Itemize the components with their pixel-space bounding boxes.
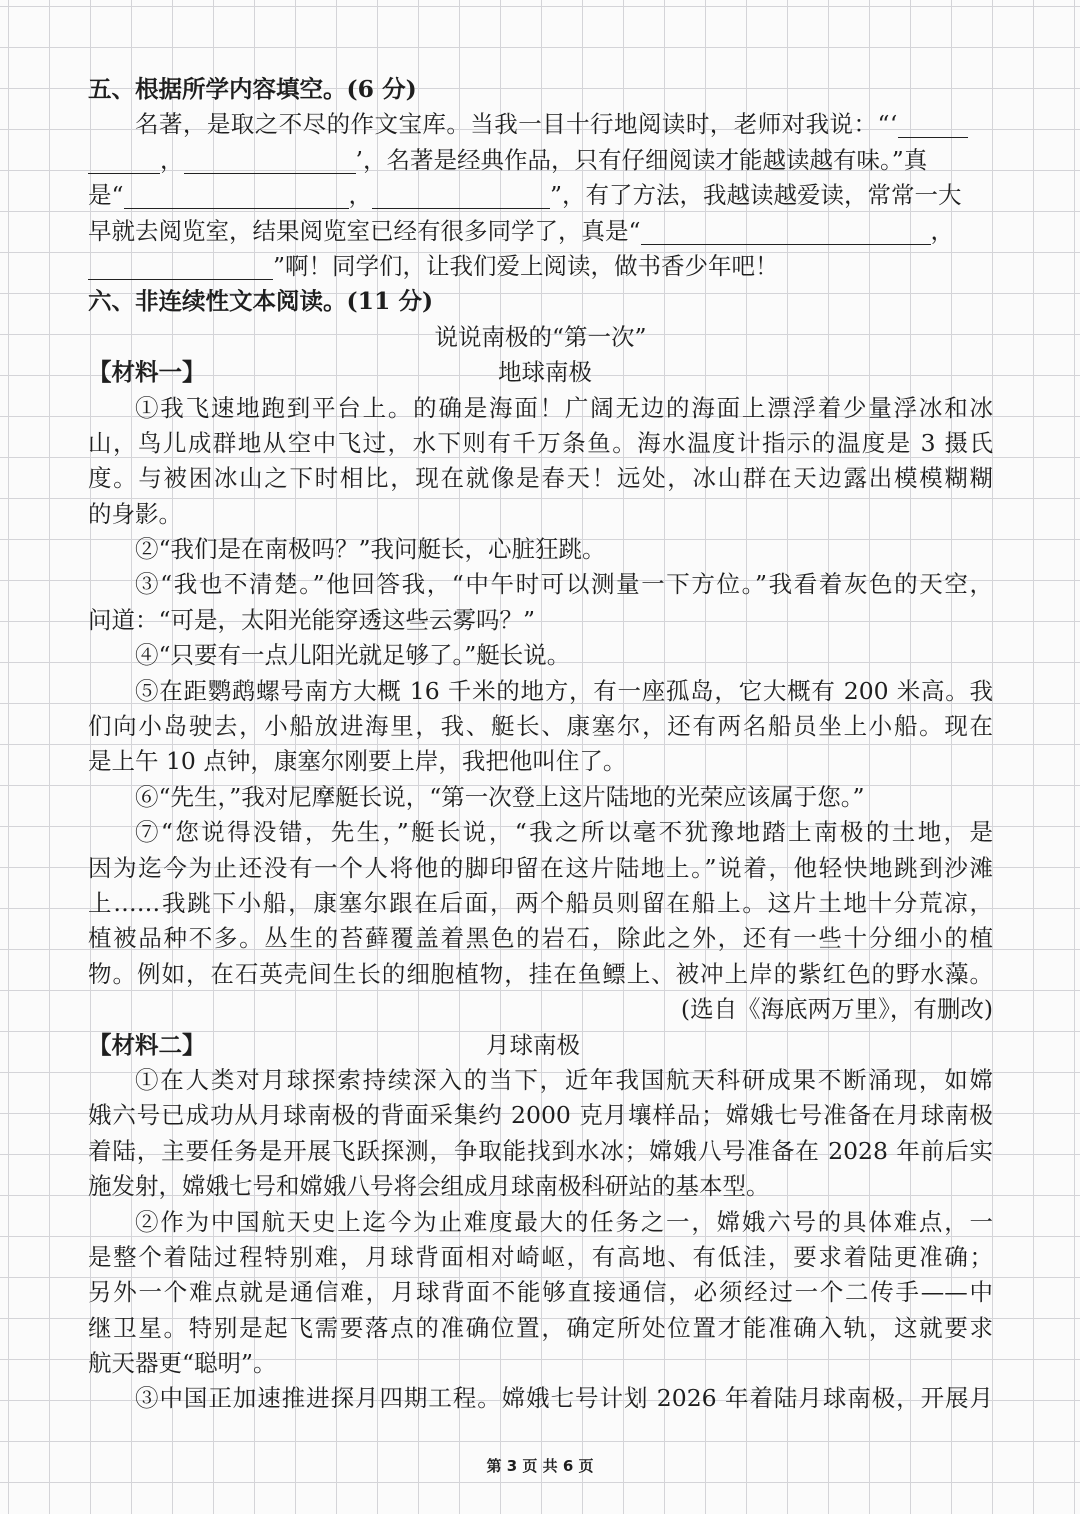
material1-line: 因为迄今为止还没有一个人将他的脚印留在这片陆地上。”说着，他轻快地跳到沙滩 xyxy=(88,853,993,882)
reading-title: 说说南极的“第一次” xyxy=(434,322,647,351)
material1-line: 上……我跳下小船，康塞尔跟在后面，两个船员则留在船上。这片土地十分荒凉， xyxy=(88,888,993,917)
material1-source: (选自《海底两万里》，有删改) xyxy=(680,995,993,1024)
section5-line-3: 是“ ， ”，有了方法，我越读越爱读，常常一大 xyxy=(88,181,962,210)
material1-line: ⑥“先生，”我对尼摩艇长说，“第一次登上这片陆地的光荣应该属于您。” xyxy=(135,782,865,811)
material1-line: 是上午 10 点钟，康塞尔刚要上岸，我把他叫住了。 xyxy=(88,747,627,776)
material2-line: 继卫星。特别是起飞需要落点的准确位置，确定所处位置才能准确入轨，这就要求 xyxy=(88,1313,993,1342)
section6-heading: 六、非连续性文本阅读。(11 分) xyxy=(88,287,434,316)
material1-line: 度。与被困冰山之下时相比，现在就像是春天！远处，冰山群在天边露出模模糊糊 xyxy=(88,464,993,493)
fill-blank-7[interactable] xyxy=(88,255,273,280)
fill-blank-3[interactable] xyxy=(184,149,356,174)
material2-line: ①在人类对月球探索持续深入的当下，近年我国航天科研成果不断涌现，如嫦 xyxy=(135,1065,993,1094)
section5-line-2: ， ’，名著是经典作品，只有仔细阅读才能越读越有味。”真 xyxy=(88,143,993,178)
material1-line: ⑤在距鹦鹉螺号南方大概 16 千米的地方，有一座孤岛，它大概有 200 米高。我 xyxy=(135,676,993,705)
material1-line: ⑦“您说得没错，先生，”艇长说，“我之所以毫不犹豫地踏上南极的土地，是 xyxy=(135,818,993,847)
material1-line: ③“我也不清楚。”他回答我，“中午时可以测量一下方位。”我看着灰色的天空， xyxy=(135,570,993,599)
material1-line: ①我飞速地跑到平台上。的确是海面！广阔无边的海面上漂浮着少量浮冰和冰 xyxy=(135,393,993,422)
material2-line: 施发射，嫦娥七号和嫦娥八号将会组成月球南极科研站的基本型。 xyxy=(88,1172,770,1201)
fill-blank-2[interactable] xyxy=(88,149,160,174)
material2-line: 娥六号已成功从月球南极的背面采集约 2000 克月壤样品；嫦娥七号准备在月球南极 xyxy=(88,1101,993,1130)
fill-blank-6[interactable] xyxy=(641,220,931,245)
material2-line: ②作为中国航天史上迄今为止难度最大的任务之一，嫦娥六号的具体难点，一 xyxy=(135,1207,993,1236)
material2-line: 航天器更“聪明”。 xyxy=(88,1349,277,1378)
exam-page xyxy=(88,72,993,1417)
material2-header xyxy=(88,1028,993,1063)
material1-line: 们向小岛驶去，小船放进海里，我、艇长、康塞尔，还有两名船员坐上小船。现在 xyxy=(88,712,993,741)
material2-line: 着陆，主要任务是开展飞跃探测，争取能找到水冰；嫦娥八号准备在 2028 年前后实 xyxy=(88,1136,993,1165)
section5-line-1: 名著，是取之不尽的作文宝库。当我一目十行地阅读时，老师对我说：“‘ xyxy=(88,107,993,142)
material1-line: 植被品种不多。丛生的苔藓覆盖着黑色的岩石，除此之外，还有一些十分细小的植 xyxy=(88,924,993,953)
fill-blank-5[interactable] xyxy=(372,184,550,209)
material1-header xyxy=(88,355,993,390)
material1-line: ②“我们是在南极吗？”我问艇长，心脏狂跳。 xyxy=(135,535,606,564)
material2-line: ③中国正加速推进探月四期工程。嫦娥七号计划 2026 年着陆月球南极，开展月 xyxy=(135,1384,993,1413)
page-footer: 第 3 页 共 6 页 xyxy=(486,1457,594,1475)
section5-line-5: ”啊！同学们，让我们爱上阅读，做书香少年吧！ xyxy=(88,249,993,284)
material1-line: 物。例如，在石英壳间生长的细胞植物，挂在鱼鳔上、被冲上岸的紫红色的野水藻。 xyxy=(88,959,993,988)
section5-heading: 五、根据所学内容填空。(6 分) xyxy=(88,75,417,103)
section5-line-4: 早就去阅览室，结果阅览室已经有很多同学了，真是“ ， xyxy=(88,216,955,245)
material2-line: 另外一个难点就是通信难，月球背面不能够直接通信，必须经过一个二传手——中 xyxy=(88,1278,993,1307)
material2-title: 月球南极 xyxy=(486,1030,580,1059)
material1-line: ④“只要有一点儿阳光就足够了。”艇长说。 xyxy=(135,641,571,670)
material1-label: 【材料一】 xyxy=(88,358,206,387)
material1-line: 的身影。 xyxy=(88,499,182,528)
material1-line: 山，鸟儿成群地从空中飞过，水下则有千万条鱼。海水温度计指示的温度是 3 摄氏 xyxy=(88,428,993,457)
material2-label: 【材料二】 xyxy=(88,1030,206,1059)
material1-title: 地球南极 xyxy=(498,358,592,387)
fill-blank-4[interactable] xyxy=(124,184,349,209)
material2-line: 是整个着陆过程特别难，月球背面相对崎岖，有高地、有低洼，要求着陆更准确； xyxy=(88,1242,993,1271)
material1-line: 问道：“可是，太阳光能穿透这些云雾吗？” xyxy=(88,605,536,634)
fill-blank-1[interactable] xyxy=(898,113,968,138)
